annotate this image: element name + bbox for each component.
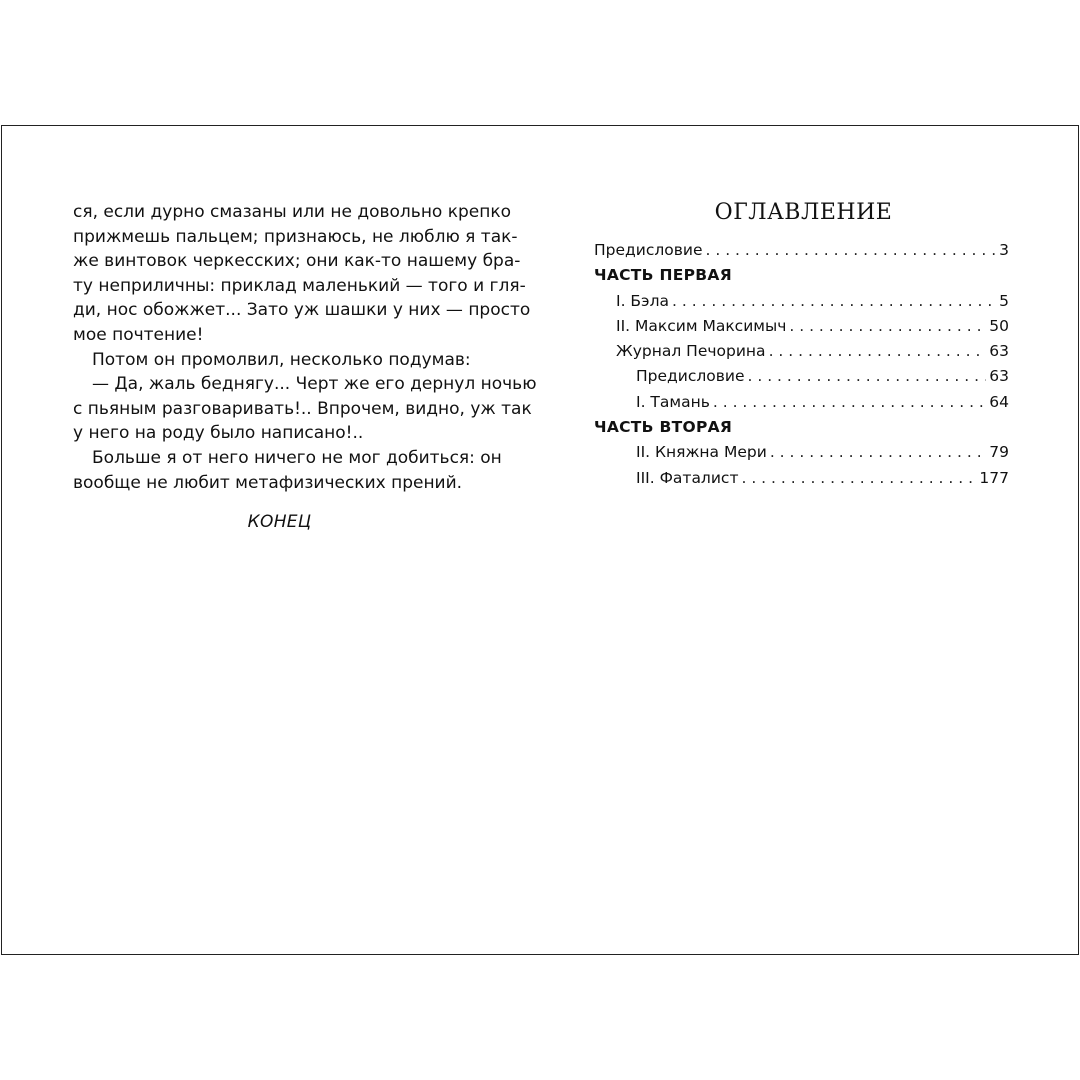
toc-page-number: 79 (989, 443, 1009, 462)
toc-entry-label: II. Максим Максимыч (616, 316, 787, 335)
toc-page-number: 63 (989, 342, 1009, 361)
dot-leader (705, 238, 996, 263)
toc-entry-journal-preface[interactable] (594, 364, 1009, 389)
text-line: Больше я от него ничего не мог добиться: он (92, 447, 502, 468)
toc-title: ОГЛАВЛЕНИЕ (714, 200, 893, 225)
text-line: Потом он промолвил, несколько подумав: (92, 349, 471, 370)
dot-leader (747, 364, 986, 389)
text-line: — Да, жаль беднягу... Черт же его дернул ночью (92, 374, 537, 395)
dot-leader (770, 440, 986, 465)
end-mark: КОНЕЦ (247, 512, 312, 533)
dot-leader (789, 314, 986, 339)
toc-entry-maksim-maksimych[interactable] (594, 314, 1009, 339)
toc-part-heading: ЧАСТЬ ПЕРВАЯ (594, 266, 732, 285)
toc-page-number: 50 (989, 316, 1009, 335)
toc-entry-label: Предисловие (636, 367, 745, 386)
dot-leader (713, 390, 986, 415)
text-line: у него на роду было написано!.. (73, 423, 364, 444)
text-line: ту неприличны: приклад маленький — того и гля- (73, 275, 526, 296)
toc-entry-label: Журнал Печорина (616, 342, 766, 361)
toc-entry-preface[interactable] (594, 238, 1009, 263)
toc-entry-label: III. Фаталист (636, 468, 739, 487)
toc-entry-pechorin-journal[interactable] (594, 339, 1009, 364)
toc-entry-fatalist[interactable] (594, 466, 1009, 491)
toc-entry-label: II. Княжна Мери (636, 443, 767, 462)
toc-entry-label: Предисловие (594, 241, 703, 259)
book-spread (1, 125, 1079, 955)
text-line: ся, если дурно смазаны или не довольно крепко (73, 202, 512, 222)
dot-leader (741, 466, 976, 491)
toc-page-number: 3 (999, 241, 1009, 259)
toc-part-heading: ЧАСТЬ ВТОРАЯ (594, 418, 733, 437)
text-line: мое почтение! (73, 324, 204, 345)
toc-page-number: 5 (999, 291, 1009, 310)
toc-page-number: 177 (979, 468, 1009, 487)
text-line: же винтовок черкесских; они как-то нашему бра- (73, 251, 521, 272)
text-line: ди, нос обожжет... Зато уж шашки у них — просто (73, 300, 531, 321)
text-line: с пьяным разговаривать!.. Впрочем, видно, уж так (73, 398, 532, 419)
toc-entry-label: I. Тамань (636, 392, 710, 411)
dot-leader (672, 289, 996, 314)
dot-leader (769, 339, 987, 364)
left-page-text (73, 200, 537, 535)
toc-page-number: 63 (989, 367, 1009, 386)
toc-page-number: 64 (989, 392, 1009, 411)
toc-entry-princess-mary[interactable] (594, 440, 1009, 465)
toc-entry-taman[interactable] (594, 390, 1009, 415)
text-line: вообще не любит метафизических прений. (73, 472, 463, 493)
text-line: прижмешь пальцем; признаюсь, не люблю я так- (73, 226, 518, 247)
toc-entry-label: I. Бэла (616, 291, 669, 310)
toc-entry-bela[interactable] (594, 289, 1009, 314)
table-of-contents (594, 198, 1009, 491)
